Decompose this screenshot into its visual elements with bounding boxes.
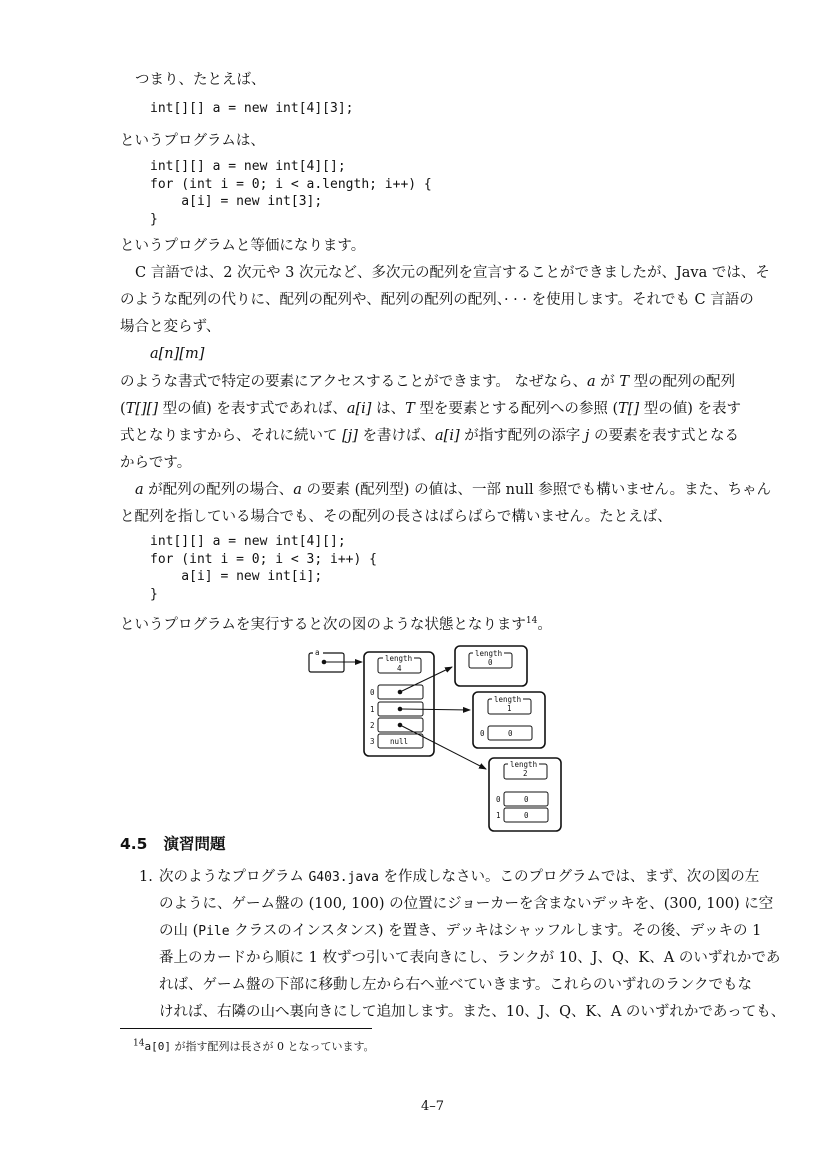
array-length-0 [455,646,527,686]
code-block-1: int[][] a = new int[4][3]; [150,101,354,116]
code-block-3: int[][] a = new int[4][]; for (int i = 0; i < 3; i++) { a[i] = new int[i]; } [150,534,377,602]
array-diagram [300,640,570,835]
length-label: length [494,695,522,704]
length-label: length [510,760,538,769]
exercise-number: 1. [139,869,153,885]
text-line: C 言語では、2 次元や 3 次元など、多次元の配列を宣言することができましたが、Java では、そ [135,265,770,281]
outer-array [364,652,434,756]
arr2-value: 0 [524,795,529,804]
arr1-value: 0 [508,729,513,738]
section-number: 4.5 [120,835,148,853]
section-title: 演習問題 [163,835,226,853]
text-line: つまり、たとえば、 [135,72,266,88]
arr1-index: 0 [480,729,485,738]
text-line: と配列を指している場合でも、その配列の長さはばらばらで構いません。たとえば、 [120,509,672,525]
outer-length-value: 4 [397,664,402,673]
array-length-2 [489,758,561,831]
text-line: (T[][] 型の値) を表す式であれば、a[i] は、T 型を要素とする配列への参照 (T[] 型の値) を表す [120,401,741,417]
outer-index: 0 [370,688,375,697]
exercise-line: 番上のカードから順に 1 枚ずつ引いて表向きにし、ランクが 10、J、Q、K、A のいずれかであ [159,950,781,966]
math-expression: a[n][m] [150,346,205,362]
exercise-line: ければ、右隣の山へ裏向きにして追加します。また、10、J、Q、K、A のいずれかであっても、 [159,1004,786,1020]
exercise-line: のように、ゲーム盤の (100, 100) の位置にジョーカーを含まないデッキを、(300, 100) に空 [159,896,774,912]
text-line: というプログラムは、 [120,133,265,149]
null-value: null [390,737,409,746]
text-line: というプログラムを実行すると次の図のような状態となります$^{14}$。 [120,616,552,633]
array-length-1 [473,692,545,748]
page-number: 4–7 [421,1099,445,1114]
variable-a-label: a [315,648,320,657]
footnote: $^{14}$a[0] が指す配列は長さが 0 となっています。 [133,1038,375,1053]
footnote-ref: 14 [525,616,538,626]
exercise-line: 次のようなプログラム G403.java を作成しなさい。このプログラムでは、まず、次の図の左 [159,869,760,885]
text-line: a が配列の配列の場合、a の要素 (配列型) の値は、一部 null 参照でも構いません。また、ちゃん [135,482,772,498]
section-heading [120,832,225,854]
code-block-2: int[][] a = new int[4][]; for (int i = 0; i < a.length; i++) { a[i] = new int[3]; } [150,159,432,227]
text-line: というプログラムと等価になります。 [120,238,366,254]
arr2-value: 0 [524,811,529,820]
arr0-length-value: 0 [488,658,493,667]
text-line: 式となりますから、それに続いて [j] を書けば、a[i] が指す配列の添字 j の要素を表す式となる [120,428,739,444]
arr1-length-value: 1 [507,704,512,713]
length-label: length [475,649,503,658]
arr2-index: 1 [496,811,501,820]
outer-index: 2 [370,721,375,730]
text-line: のような配列の代りに、配列の配列や、配列の配列の配列、· · · を使用します。それでも C 言語の [120,292,754,308]
footnote-rule [120,1028,372,1029]
arr2-length-value: 2 [523,769,528,778]
variable-a-box [309,648,362,672]
exercise-line: れば、ゲーム盤の下部に移動し左から右へ並べていきます。これらのいずれのランクでもな [159,977,753,993]
length-label: length [385,654,413,663]
exercise-line: の山 (Pile クラスのインスタンス) を置き、デッキはシャッフルします。その後、デッキの 1 [159,923,762,939]
text-line: のような書式で特定の要素にアクセスすることができます。 なぜなら、a が T 型の配列の配列 [120,374,736,390]
outer-index: 3 [370,737,375,746]
text-line: からです。 [120,455,192,471]
text-line: 場合と変らず、 [120,319,221,335]
arr2-index: 0 [496,795,501,804]
outer-index: 1 [370,705,375,714]
